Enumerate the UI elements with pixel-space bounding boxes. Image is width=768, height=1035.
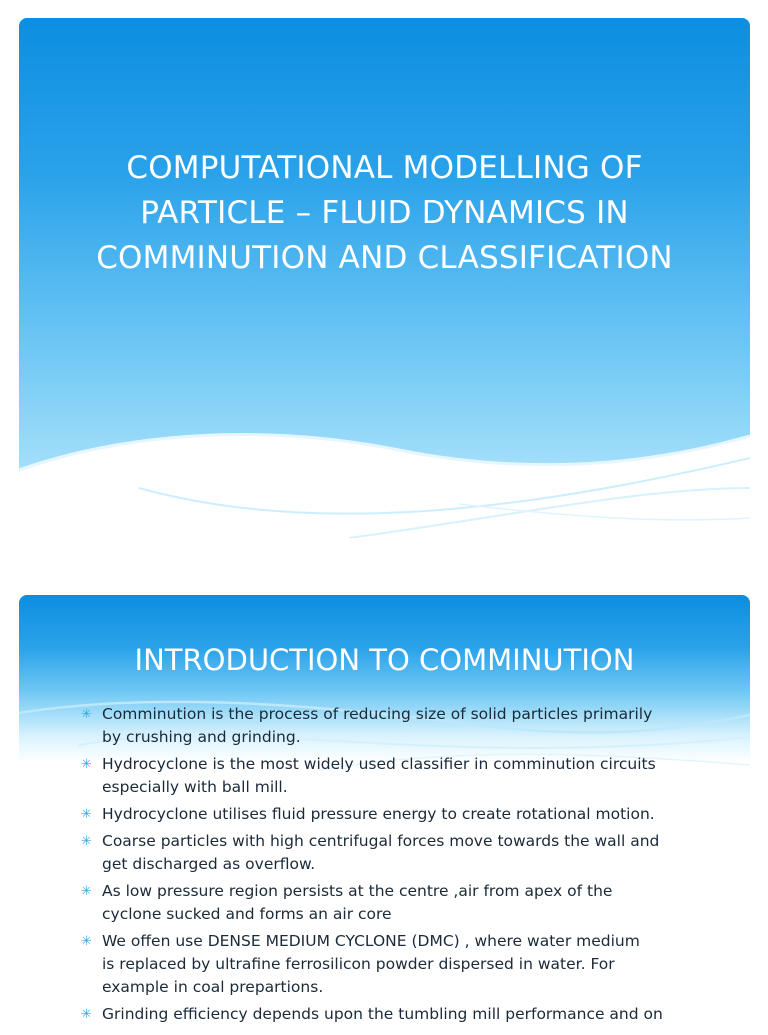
bullet-line: especially with ball mill. xyxy=(102,778,288,796)
bullet-star-icon: ✳ xyxy=(81,757,92,772)
bullet-line: Grinding efficiency depends upon the tumbling mill performance and on xyxy=(102,1005,663,1023)
bullet-star-icon: ✳ xyxy=(81,934,92,949)
bullet-line: cyclone sucked and forms an air core xyxy=(102,905,392,923)
slide-title xyxy=(19,146,750,281)
bullet-item xyxy=(81,1003,701,1026)
bullet-star-icon: ✳ xyxy=(81,834,92,849)
bullet-item xyxy=(81,703,701,749)
bullet-item xyxy=(81,930,701,999)
bullet-line: get discharged as overflow. xyxy=(102,855,316,873)
bullet-star-icon: ✳ xyxy=(81,707,92,722)
title-line: PARTICLE – FLUID DYNAMICS IN xyxy=(140,195,629,231)
title-line: COMMINUTION AND CLASSIFICATION xyxy=(96,240,673,276)
bullet-line: Hydrocyclone is the most widely used classifier in comminution circuits xyxy=(102,755,656,773)
bullet-item xyxy=(81,830,701,876)
bullet-line: Coarse particles with high centrifugal forces move towards the wall and xyxy=(102,832,660,850)
bullet-line: by crushing and grinding. xyxy=(102,728,301,746)
slide-title: INTRODUCTION TO COMMINUTION xyxy=(134,643,635,677)
title-slide xyxy=(19,18,750,538)
bullet-item xyxy=(81,803,701,826)
bullet-item xyxy=(81,880,701,926)
bullet-star-icon: ✳ xyxy=(81,884,92,899)
bullet-list xyxy=(81,703,701,1030)
bullet-line: Hydrocyclone utilises fluid pressure energy to create rotational motion. xyxy=(102,805,655,823)
bullet-line: Comminution is the process of reducing size of solid particles primarily xyxy=(102,705,653,723)
content-slide xyxy=(19,595,750,1035)
title-line: COMPUTATIONAL MODELLING OF xyxy=(126,150,643,186)
bullet-line: As low pressure region persists at the centre ,air from apex of the xyxy=(102,882,613,900)
bullet-line: is replaced by ultrafine ferrosilicon powder dispersed in water. For xyxy=(102,955,615,973)
bullet-item xyxy=(81,753,701,799)
bullet-line: We offen use DENSE MEDIUM CYCLONE (DMC) , where water medium xyxy=(102,932,640,950)
bullet-line: example in coal prepartions. xyxy=(102,978,324,996)
bullet-star-icon: ✳ xyxy=(81,1007,92,1022)
bullet-star-icon: ✳ xyxy=(81,807,92,822)
